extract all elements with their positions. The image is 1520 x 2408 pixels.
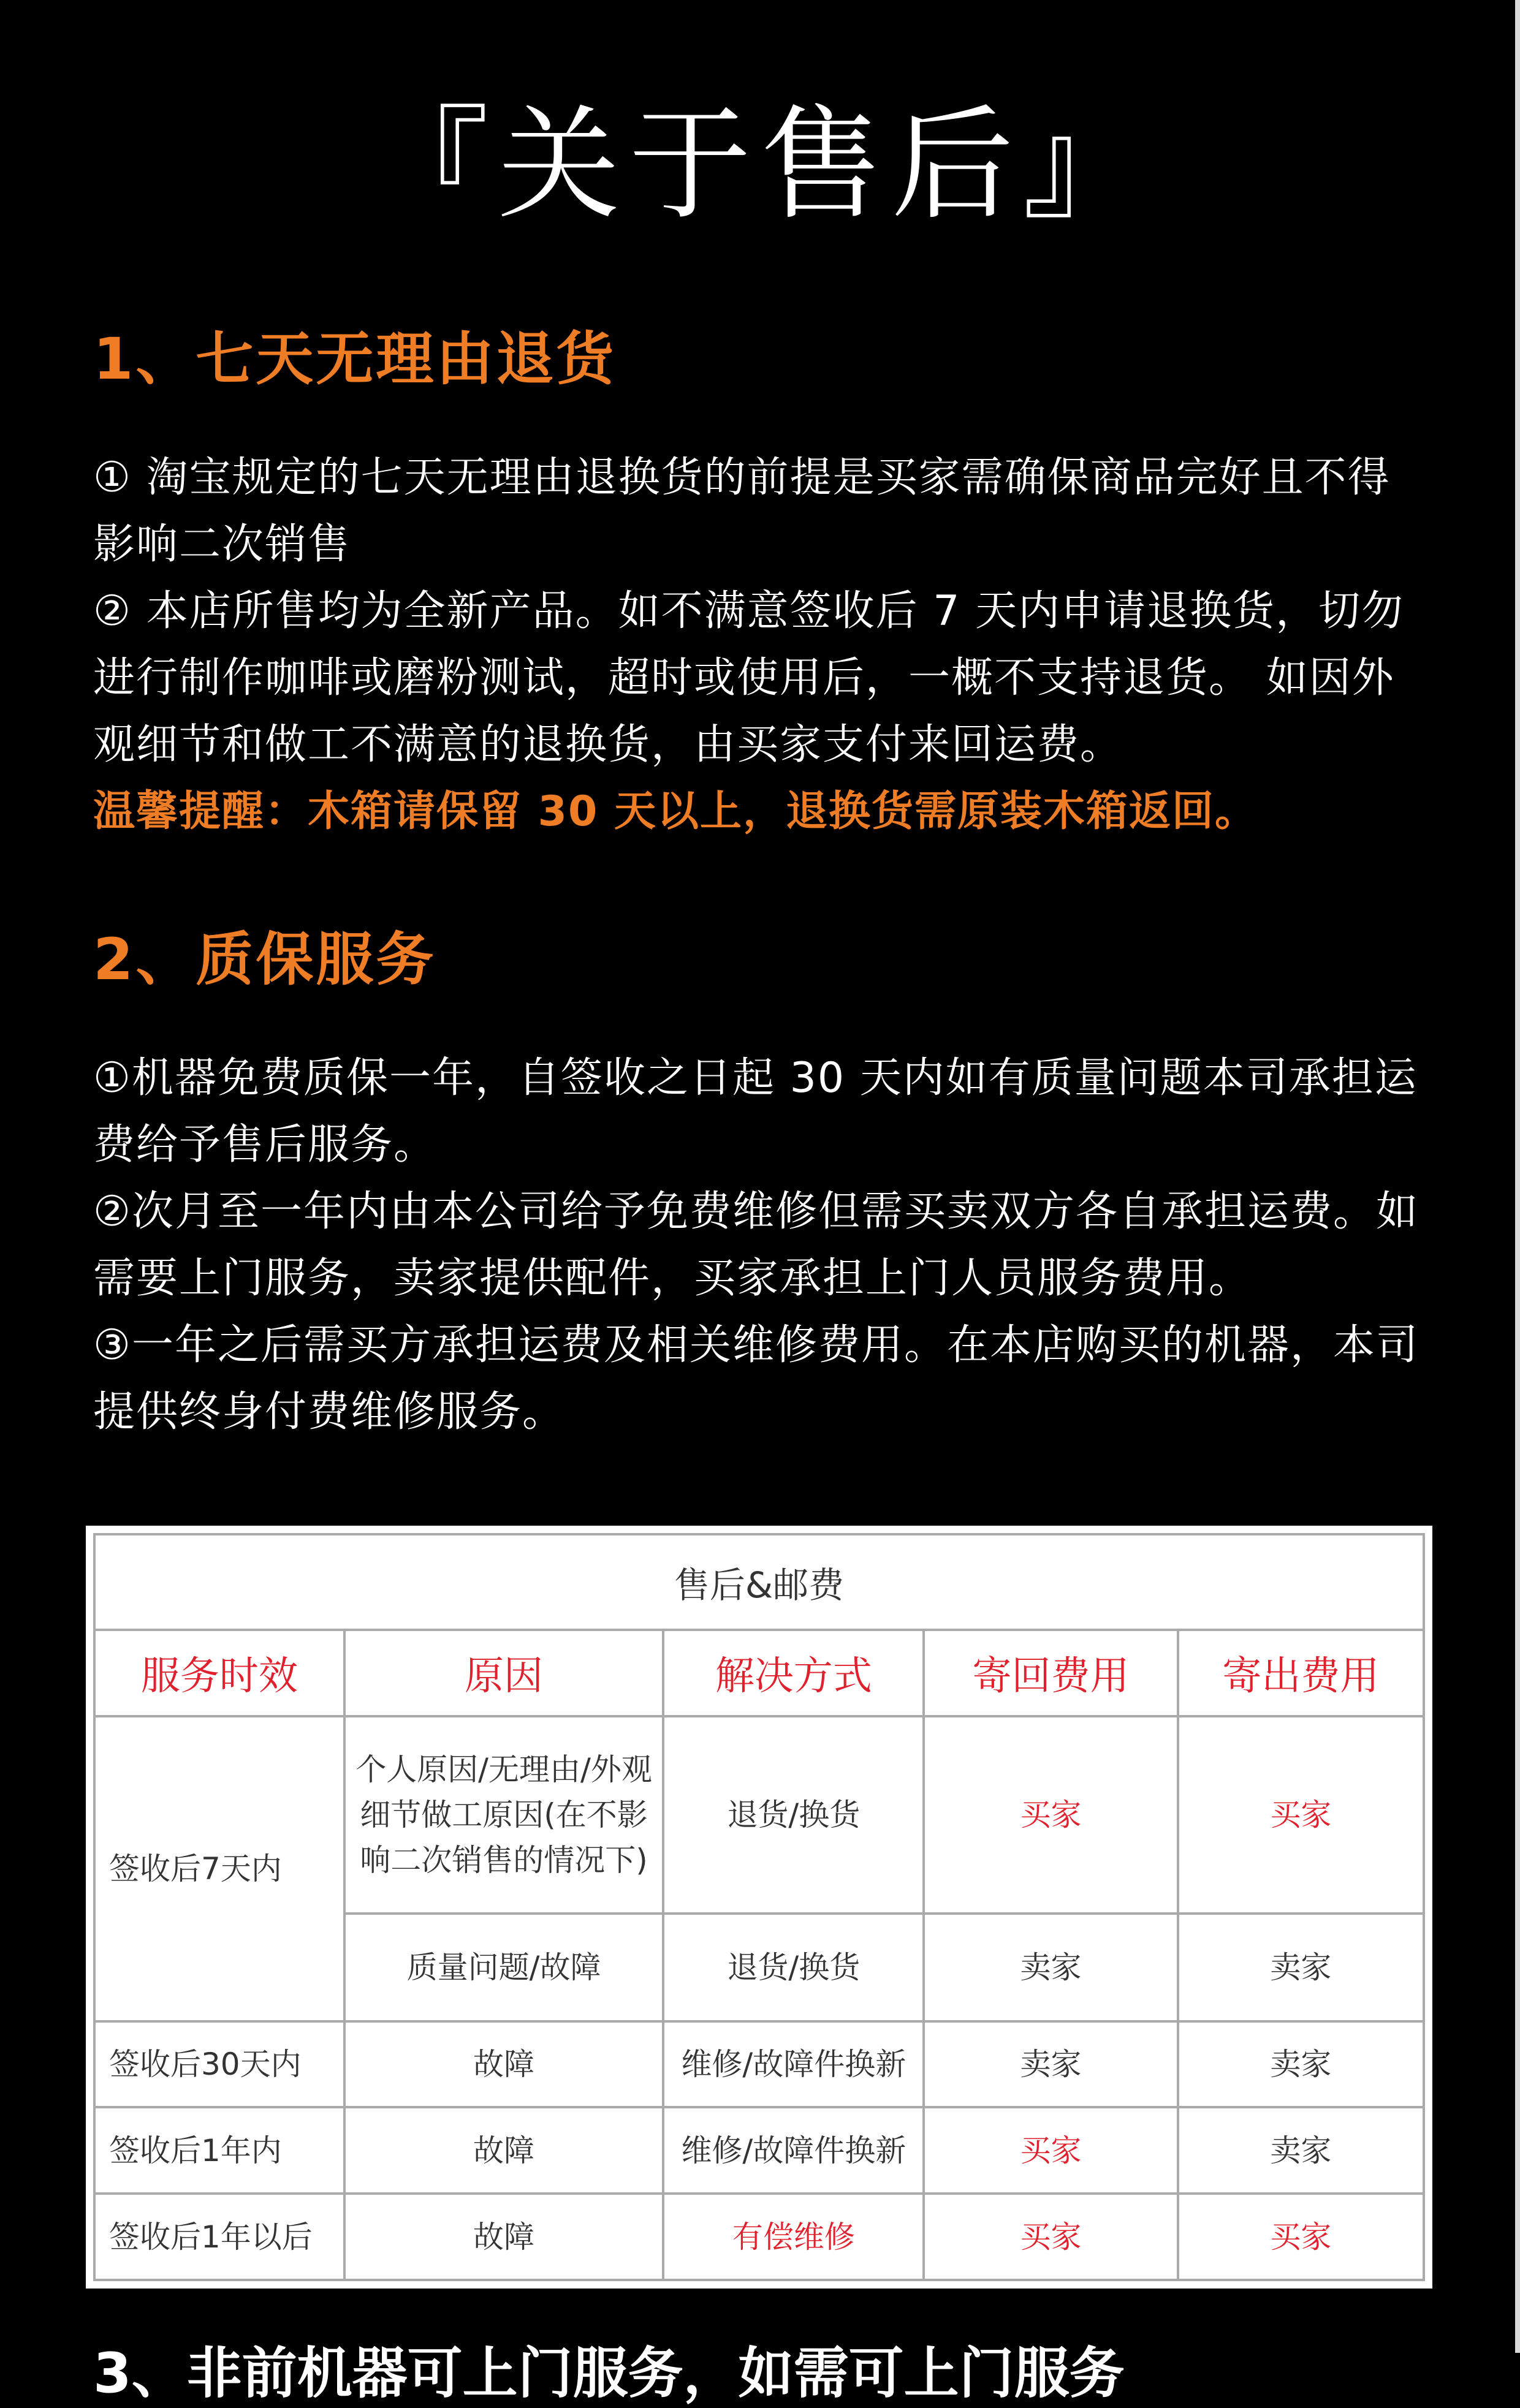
solution-cell: 退货/换货 (663, 1914, 924, 2021)
header-reason: 原因 (344, 1630, 664, 1716)
reason-cell: 故障 (344, 2021, 664, 2108)
header-send-fee: 寄出费用 (1178, 1630, 1424, 1716)
solution-cell: 有偿维修 (663, 2194, 924, 2280)
solution-cell: 退货/换货 (663, 1716, 924, 1914)
solution-cell: 维修/故障件换新 (663, 2107, 924, 2194)
return-fee-cell: 买家 (924, 2107, 1177, 2194)
section1-paragraph-1: ① 淘宝规定的七天无理由退换货的前提是买家需确保商品完好且不得影响二次销售 (93, 453, 1391, 569)
table-title: 售后&邮费 (94, 1534, 1424, 1630)
section1-body (93, 444, 1429, 845)
period-cell: 签收后30天内 (94, 2021, 344, 2108)
solution-cell: 维修/故障件换新 (663, 2021, 924, 2108)
section2-paragraph-1: ①机器免费质保一年，自签收之日起 30 天内如有质量问题本司承担运费给予售后服务。 (93, 1054, 1418, 1169)
page-edge-strip (1515, 0, 1520, 2353)
section2-paragraph-2: ②次月至一年内由本公司给予免费维修但需买卖双方各自承担运费。如需要上门服务，卖家提供配件，买家承担上门人员服务费用。 (93, 1187, 1419, 1303)
period-cell: 签收后1年内 (94, 2107, 344, 2194)
reason-cell: 故障 (344, 2107, 664, 2194)
return-fee-cell: 买家 (924, 1716, 1177, 1914)
period-cell: 签收后1年以后 (94, 2194, 344, 2280)
return-fee-cell: 买家 (924, 2194, 1177, 2280)
section1-reminder: 温馨提醒：木箱请保留 30 天以上，退换货需原装木箱返回。 (93, 787, 1258, 836)
send-fee-cell: 买家 (1178, 1716, 1424, 1914)
section2-heading: 2、质保服务 (93, 926, 436, 993)
section1-heading: 1、七天无理由退货 (93, 326, 617, 393)
section1-paragraph-2: ② 本店所售均为全新产品。如不满意签收后 7 天内申请退换货，切勿进行制作咖啡或磨粉测试，超时或使用后，一概不支持退货。 如因外观细节和做工不满意的退换货，由买家支付来回运费。 (93, 587, 1405, 769)
page-title: 『关于售后』 (366, 94, 1153, 237)
section2-body (93, 1045, 1429, 1445)
after-sales-table (93, 1533, 1425, 2281)
reason-cell: 质量问题/故障 (344, 1914, 664, 2021)
after-sales-table-card (86, 1526, 1432, 2289)
return-fee-cell: 卖家 (924, 1914, 1177, 2021)
period-cell: 签收后7天内 (94, 1716, 344, 2021)
table-row (94, 2107, 1424, 2194)
table-row (94, 1716, 1424, 1914)
send-fee-cell: 卖家 (1178, 1914, 1424, 2021)
return-fee-cell: 卖家 (924, 2021, 1177, 2108)
table-row (94, 2021, 1424, 2108)
header-service-period: 服务时效 (94, 1630, 344, 1716)
header-return-fee: 寄回费用 (924, 1630, 1177, 1716)
send-fee-cell: 买家 (1178, 2194, 1424, 2280)
send-fee-cell: 卖家 (1178, 2021, 1424, 2108)
reason-cell: 个人原因/无理由/外观细节做工原因(在不影响二次销售的情况下) (344, 1716, 664, 1914)
section3-heading-clipped: 3、非前机器可上门服务，如需可上门服务 (93, 2341, 1125, 2406)
header-solution: 解决方式 (663, 1630, 924, 1716)
table-row (94, 2194, 1424, 2280)
reason-cell: 故障 (344, 2194, 664, 2280)
section2-paragraph-3: ③一年之后需买方承担运费及相关维修费用。在本店购买的机器，本司提供终身付费维修服务。 (93, 1321, 1419, 1436)
send-fee-cell: 卖家 (1178, 2107, 1424, 2194)
